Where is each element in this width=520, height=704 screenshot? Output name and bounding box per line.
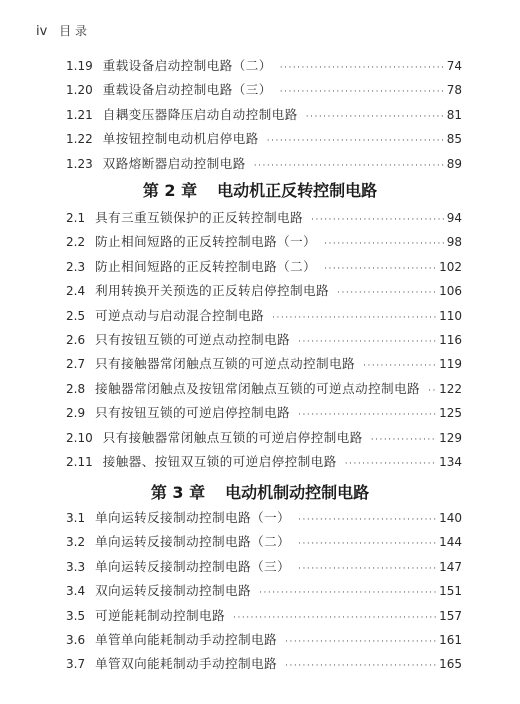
toc-entry-title: 单按钮控制电动机启停电路 [102,131,259,147]
toc-entry[interactable] [66,581,462,599]
toc-entry-number: 3.6 [66,633,86,647]
toc-entry-number: 1.20 [66,83,93,98]
toc-entry-number: 3.5 [66,608,86,623]
toc-entry-title: 单向运转反接制动控制电路（二） [95,534,291,550]
toc-leader-dots [311,215,444,225]
toc-entry-number: 2.11 [66,455,93,469]
toc-entry-page: 106 [439,284,462,299]
toc-leader-dots [337,288,436,298]
toc-leader-dots [280,63,444,73]
toc-entry[interactable] [66,306,462,324]
toc-entry-title: 只有接触器常闭触点互锁的可逆启停控制电路 [102,429,363,445]
toc-entry[interactable] [66,105,462,123]
toc-entry[interactable] [66,654,462,672]
toc-leader-dots [345,459,436,469]
toc-entry-title: 利用转换开关预选的正反转启停控制电路 [95,283,330,299]
toc-entry-page: 129 [439,430,462,445]
toc-entry[interactable] [66,154,462,172]
toc-entry-page: 140 [439,511,462,525]
toc-entry-number: 1.19 [66,59,93,73]
toc-entry-number: 2.7 [66,357,86,372]
toc-entry[interactable] [66,129,462,147]
toc-entry-number: 3.4 [66,584,86,599]
toc-entry-page: 94 [446,211,462,225]
toc-entry-title: 可逆能耗制动控制电路 [95,607,226,623]
toc-entry-page: 78 [446,83,462,98]
toc-entry-title: 重载设备启动控制电路（二） [102,58,272,73]
toc-entry-number: 2.4 [66,284,86,299]
toc-entry-number: 3.2 [66,535,86,550]
toc-entry-title: 只有按钮互锁的可逆启停控制电路 [95,405,291,421]
toc-entry-title: 双向运转反接制动控制电路 [95,583,252,599]
chapter-heading[interactable] [0,480,520,503]
toc-entry-page: 85 [446,132,462,147]
toc-entry-number: 2.8 [66,381,86,396]
toc-entry-title: 只有按钮互锁的可逆点动控制电路 [95,332,291,347]
toc-entry-title: 单管单向能耗制动手动控制电路 [95,632,278,647]
toc-leader-dots [428,386,436,396]
toc-leader-dots [233,613,436,623]
toc-entry-page: 122 [439,381,462,396]
toc-entry[interactable] [66,379,462,397]
toc-entry-page: 116 [439,333,462,347]
toc-leader-dots [324,264,436,274]
toc-entry-title: 具有三重互锁保护的正反转控制电路 [95,210,304,225]
toc-entry[interactable] [66,56,462,74]
toc-entry-page: 98 [446,235,462,250]
toc-leader-dots [254,161,444,171]
toc-entry-page: 74 [446,59,462,73]
toc-entry[interactable] [66,508,462,526]
toc-leader-dots [298,515,436,525]
toc-entry-title: 单向运转反接制动控制电路（一） [95,510,291,525]
chapter-title: 电动机正反转控制电路 [217,181,378,200]
toc-entry-number: 2.1 [66,211,86,225]
toc-entry[interactable] [66,354,462,372]
toc-entry-number: 1.21 [66,107,93,122]
toc-entry-page: 165 [439,657,462,672]
page-header [36,22,87,39]
chapter-heading[interactable] [0,178,520,201]
toc-entry-title: 单向运转反接制动控制电路（三） [95,558,291,574]
toc-entry-number: 1.23 [66,156,93,171]
toc-entry-page: 81 [446,107,462,122]
toc-entry[interactable] [66,557,462,575]
toc-entry-number: 2.5 [66,308,86,323]
toc-entry-number: 2.10 [66,430,93,445]
toc-entry[interactable] [66,532,462,550]
toc-entry-number: 3.7 [66,657,86,672]
toc-entry-page: 89 [446,156,462,171]
toc-entry-title: 接触器、按钮双互锁的可逆启停控制电路 [102,454,337,469]
toc-entry[interactable] [66,403,462,421]
toc-leader-dots [259,588,436,598]
toc-entry-number: 3.3 [66,559,86,574]
toc-leader-dots [285,637,436,647]
toc-entry[interactable] [66,428,462,446]
toc-entry-title: 只有接触器常闭触点互锁的可逆点动控制电路 [95,356,356,372]
toc-entry[interactable] [66,208,462,226]
toc-entry-title: 自耦变压器降压启动自动控制电路 [102,106,298,122]
toc-entry-page: 151 [439,584,462,599]
toc-entry[interactable] [66,630,462,648]
toc-leader-dots [306,112,444,122]
chapter-title: 电动机制动控制电路 [225,483,370,502]
toc-entry-page: 119 [439,357,462,372]
toc-entry-number: 2.6 [66,333,86,347]
toc-leader-dots [371,435,436,445]
toc-entry-page: 147 [439,559,462,574]
toc-entry-title: 重载设备启动控制电路（三） [102,82,272,98]
toc-entry-page: 102 [439,259,462,274]
toc-entry-title: 单管双向能耗制动手动控制电路 [95,656,278,672]
toc-entry-page: 110 [439,308,462,323]
toc-entry-title: 双路熔断器启动控制电路 [102,155,246,171]
toc-leader-dots [298,564,436,574]
chapter-label: 第 3 章 [150,483,206,502]
toc-entry[interactable] [66,452,462,470]
toc-entry-title: 防止相间短路的正反转控制电路（二） [95,258,317,274]
toc-leader-dots [298,337,436,347]
toc-entry[interactable] [66,330,462,348]
toc-entry[interactable] [66,257,462,275]
toc-leader-dots [285,661,436,671]
toc-entry-number: 2.2 [66,235,86,250]
toc-entry-title: 接触器常闭触点及按钮常闭触点互锁的可逆点动控制电路 [95,380,421,396]
header-label: 目 录 [59,24,87,38]
toc-leader-dots [272,313,436,323]
toc-entry-page: 157 [439,608,462,623]
toc-entry-number: 1.22 [66,132,93,147]
toc-leader-dots [324,239,444,249]
toc-entry-number: 3.1 [66,511,86,525]
toc-entry[interactable] [66,606,462,624]
toc-entry-title: 可逆点动与启动混合控制电路 [95,307,265,323]
toc-entry-number: 2.3 [66,259,86,274]
toc-leader-dots [298,539,436,549]
toc-entry[interactable] [66,232,462,250]
page-number: iv [36,24,48,39]
chapter-label: 第 2 章 [142,181,198,200]
toc-leader-dots [298,410,436,420]
toc-entry[interactable] [66,281,462,299]
toc-leader-dots [267,136,444,146]
toc-leader-dots [280,87,444,97]
toc-leader-dots [363,361,436,371]
toc-entry-page: 134 [439,455,462,469]
toc-entry-number: 2.9 [66,406,86,421]
toc-entry-page: 161 [439,633,462,647]
toc-entry[interactable] [66,80,462,98]
toc-entry-page: 144 [439,535,462,550]
toc-entry-page: 125 [439,406,462,421]
toc-entry-title: 防止相间短路的正反转控制电路（一） [95,234,317,250]
